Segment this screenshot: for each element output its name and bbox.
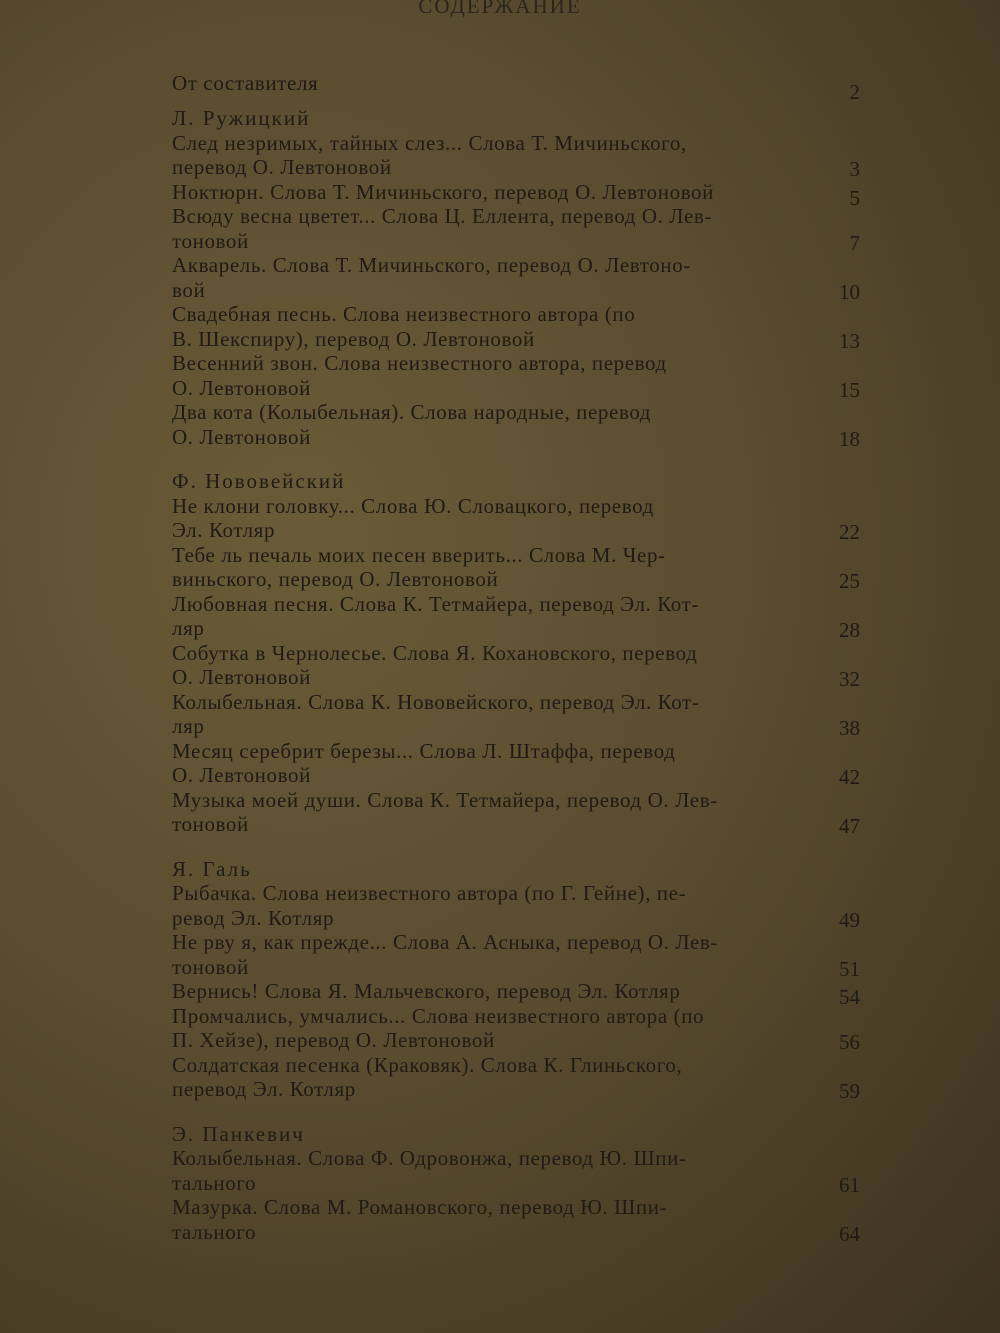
toc-entry-line: Промчались, умчались... Слова неизвестного автора (по (172, 1003, 705, 1028)
toc-entry-line: В. Шекспиру), перевод О. Левтоновой (172, 326, 535, 351)
toc-entry-line: Собутка в Чернолесье. Слова Я. Кохановского, перевод (172, 640, 698, 665)
section-author: Э. Панкевич (172, 1121, 305, 1146)
toc-entry-line: ляр (172, 714, 205, 738)
page-number: 28 (839, 618, 860, 642)
page-number: 2 (849, 80, 860, 104)
toc-entry-line: Месяц серебрит березы... Слова Л. Штаффа, перевод (172, 738, 676, 763)
toc-entry-line: Рыбачка. Слова неизвестного автора (по Г. Гейне), пе- (172, 881, 687, 905)
toc-entry-line: Два кота (Колыбельная). Слова народные, перевод (172, 400, 652, 424)
toc-entry-line: тоновой (172, 954, 249, 979)
section-author: Ф. Нововейский (172, 469, 346, 493)
page-title: СОДЕРЖАНИЕ (418, 0, 582, 18)
toc-entry-line: О. Левтоновой (172, 665, 311, 689)
toc-entry-line: Ноктюрн. Слова Т. Мичиньского, перевод О. Левтоновой (172, 179, 714, 204)
page-number: 25 (839, 569, 860, 593)
page-number: 3 (849, 157, 860, 181)
toc-entry-line: Колыбельная. Слова К. Нововейского, перевод Эл. Кот- (172, 689, 700, 714)
page-number: 38 (839, 716, 860, 740)
toc-entry-line: Акварель. Слова Т. Мичиньского, перевод О. Левтоно- (172, 253, 691, 277)
toc-entry-line: Музыка моей души. Слова К. Тетмайера, перевод О. Лев- (172, 787, 718, 812)
section-author: Л. Ружицкий (172, 106, 311, 130)
toc-entry-line: тоновой (172, 228, 249, 253)
toc-entry-line: виньского, перевод О. Левтоновой (172, 567, 499, 591)
toc-entry-line: вой (172, 277, 206, 302)
page-number: 61 (839, 1172, 860, 1197)
page-number: 51 (839, 956, 860, 981)
toc-entry-line: ревод Эл. Котляр (172, 905, 335, 930)
section-author: Я. Галь (172, 856, 252, 881)
page-number: 64 (839, 1221, 860, 1246)
page-number: 59 (839, 1079, 860, 1103)
toc-entry-line: перевод О. Левтоновой (172, 155, 392, 179)
page-number: 10 (839, 279, 860, 304)
toc-entry-line: Весенний звон. Слова неизвестного автора, перевод (172, 351, 667, 375)
toc-entry-line: О. Левтоновой (172, 375, 311, 400)
toc-entry-line: П. Хейзе), перевод О. Левтоновой (172, 1028, 495, 1052)
page-number: 56 (839, 1030, 860, 1054)
toc-entry-line: О. Левтоновой (172, 424, 311, 449)
toc-entry-line: тоновой (172, 812, 249, 836)
page-number: 22 (839, 520, 860, 544)
toc-entry-line: О. Левтоновой (172, 763, 311, 787)
page-number: 7 (849, 230, 860, 255)
page-number: 18 (839, 426, 860, 451)
toc-entry-line: тального (172, 1170, 257, 1195)
page-number: 54 (839, 985, 860, 1009)
toc-entry-line: Солдатская песенка (Краковяк). Слова К. Глиньского, (172, 1052, 683, 1077)
toc-entry-line: тального (172, 1219, 257, 1244)
toc-entry-line: Вернись! Слова Я. Мальчевского, перевод Эл. Котляр (172, 979, 681, 1003)
page-number: 42 (839, 765, 860, 789)
toc-entry-line: След незримых, тайных слез... Слова Т. Мичиньского, (172, 130, 687, 155)
toc-entry-line: Любовная песня. Слова К. Тетмайера, перевод Эл. Кот- (172, 591, 699, 616)
toc-entry-line: ляр (172, 616, 205, 640)
page-number: 13 (839, 328, 860, 353)
toc-entry-line: Не рву я, как прежде... Слова А. Асныка, перевод О. Лев- (172, 930, 719, 954)
toc-entry-line: Тебе ль печаль моих песен вверить... Слова М. Чер- (172, 542, 666, 567)
page-number: 5 (849, 185, 860, 210)
toc-entry-line: От составителя (172, 71, 319, 95)
toc-entry-line: Мазурка. Слова М. Романовского, перевод Ю. Шпи- (172, 1195, 668, 1219)
toc-entry-line: Свадебная песнь. Слова неизвестного автора (по (172, 302, 636, 326)
page-number: 15 (839, 377, 860, 402)
toc-entry-line: перевод Эл. Котляр (172, 1077, 356, 1101)
page-number: 47 (839, 814, 860, 838)
page-number: 49 (839, 907, 860, 932)
toc-entry-line: Колыбельная. Слова Ф. Одровонжа, перевод Ю. Шпи- (172, 1146, 687, 1170)
page-number: 32 (839, 667, 860, 691)
toc-entry-line: Эл. Котляр (172, 518, 276, 542)
toc-entry-line: Всюду весна цветет... Слова Ц. Еллента, перевод О. Лев- (172, 204, 713, 228)
toc-entry-line: Не клони головку... Слова Ю. Словацкого, перевод (172, 493, 654, 518)
